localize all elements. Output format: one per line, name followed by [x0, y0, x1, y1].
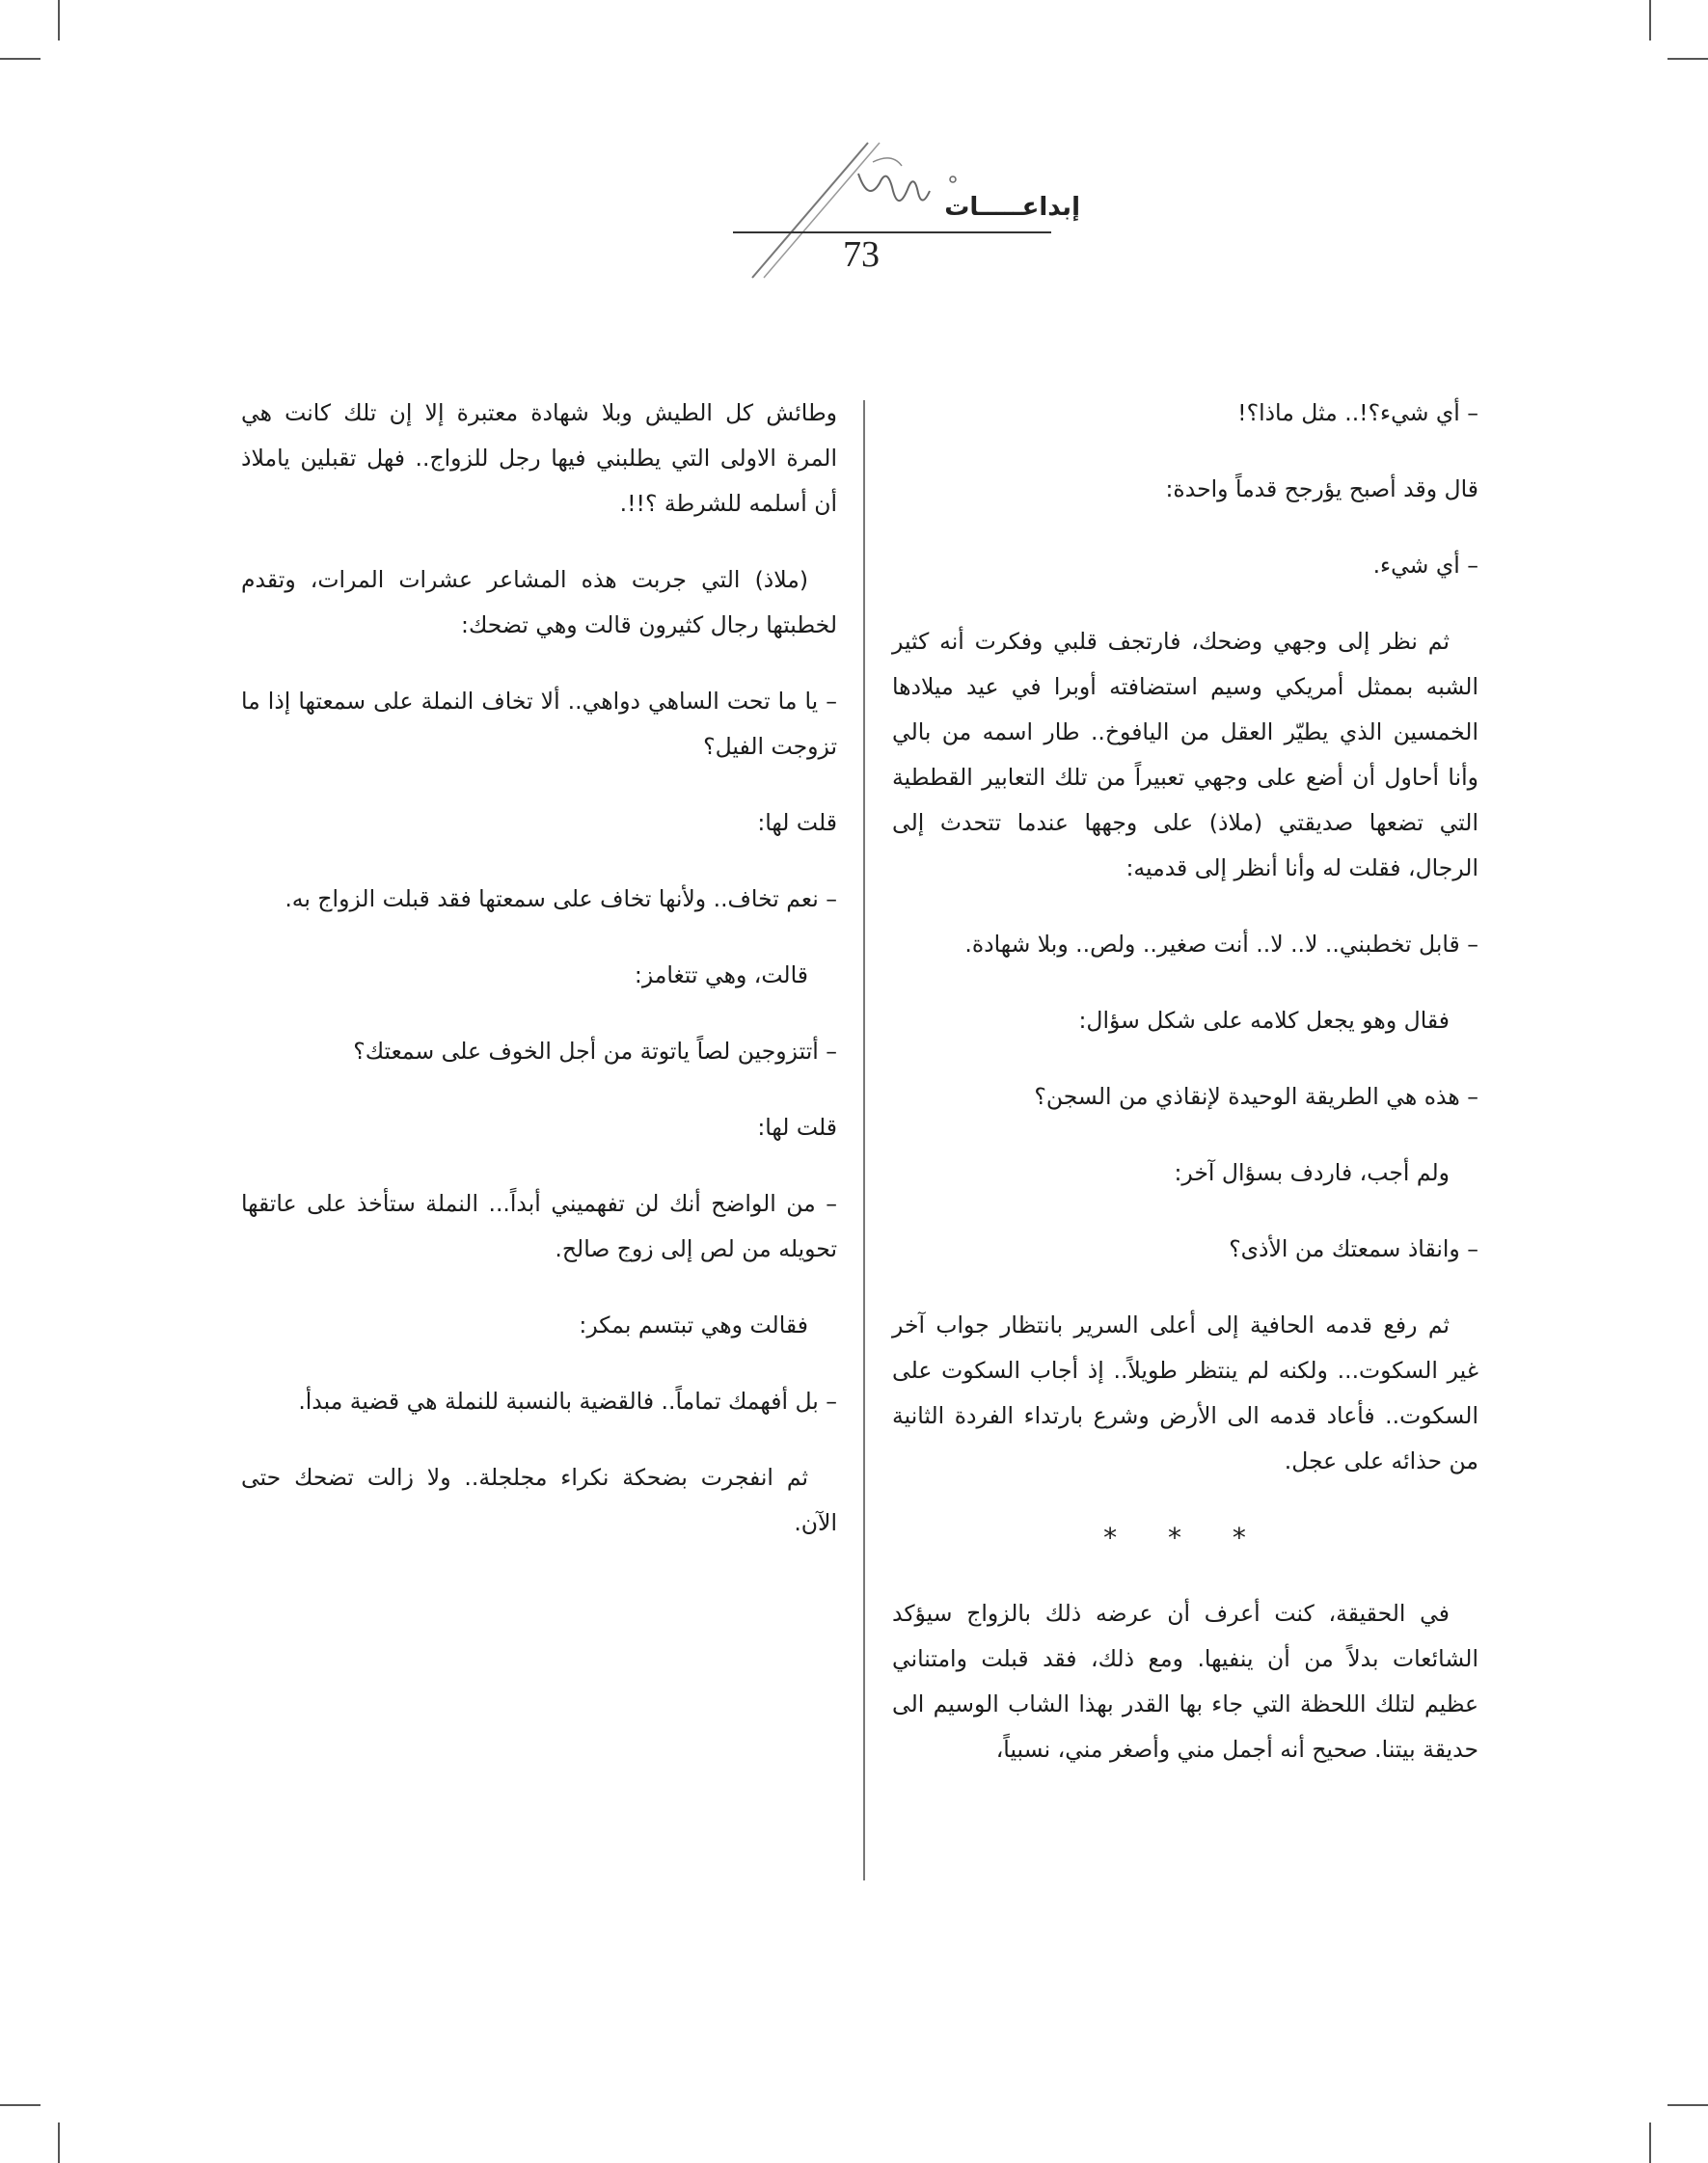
page-number: 73: [843, 234, 880, 275]
paragraph: – هذه هي الطريقة الوحيدة لإنقاذي من السجن؟: [1034, 1083, 1478, 1110]
paragraph: ثم انفجرت بضحكة نكراء مجلجلة.. ولا زالت تضحك حتى الآن.: [241, 1464, 837, 1536]
crop-mark: [58, 0, 60, 41]
page-header: [714, 135, 1080, 289]
paragraph: قال وقد أصبح يؤرجح قدماً واحدة:: [1165, 475, 1478, 502]
paragraph: – وانقاذ سمعتك من الأذى؟: [1229, 1235, 1478, 1262]
paragraph: ولم أجب، فاردف بسؤال آخر:: [1174, 1159, 1450, 1186]
paragraph: – نعم تخاف.. ولأنها تخاف على سمعتها فقد قبلت الزواج به.: [285, 885, 837, 912]
crop-mark: [0, 58, 41, 60]
paragraph: وطائش كل الطيش وبلا شهادة معتبرة إلا إن تلك كانت هي المرة الاولى التي يطلبني فيها رجل للزواج.. فهل تقبلين ياملاذ أن أسلمه للشرطة ؟!!.: [241, 399, 837, 517]
paragraph: – بل أفهمك تماماً.. فالقضية بالنسبة للنملة هي قضية مبدأ.: [298, 1388, 837, 1415]
paragraph: – أتتزوجين لصاً ياتوتة من أجل الخوف على سمعتك؟: [353, 1038, 837, 1065]
paragraph: قلت لها:: [757, 1114, 837, 1141]
paragraph: – أي شيء.: [1372, 552, 1478, 579]
crop-mark: [58, 2122, 60, 2163]
paragraph: في الحقيقة، كنت أعرف أن عرضه ذلك بالزواج سيؤكد الشائعات بدلاً من أن ينفيها. ومع ذلك، فقد قبلت وامتناني عظيم لتلك اللحظة التي جاء بها القدر بهذا الشاب الوسيم الى حديقة بيتنا. صحيح أنه أجمل مني وأصغر مني، نسبياً،: [892, 1600, 1478, 1763]
paragraph: (ملاذ) التي جربت هذه المشاعر عشرات المرات، وتقدم لخطبتها رجال كثيرون قالت وهي تضحك:: [241, 566, 837, 638]
crop-mark: [0, 2104, 41, 2106]
paragraph: – قابل تخطبني.. لا.. لا.. أنت صغير.. ولص.. وبلا شهادة.: [964, 931, 1478, 958]
section-label: إبداعـــــات: [944, 193, 1080, 222]
paragraph: – يا ما تحت الساهي دواهي.. ألا تخاف النملة على سمعتها إذا ما تزوجت الفيل؟: [241, 688, 837, 760]
paragraph: – من الواضح أنك لن تفهميني أبداً... النملة ستأخذ على عاتقها تحويله من لص إلى زوج صالح.: [241, 1190, 837, 1262]
paragraph: ثم رفع قدمه الحافية إلى أعلى السرير بانتظار جواب آخر غير السكوت... ولكنه لم ينتظر طويلاً.. إذ أجاب السكوت على السكوت.. فأعاد قدمه الى الأرض وشرع بارتداء الفردة الثانية من حذائه على عجل.: [892, 1311, 1478, 1474]
column-divider: [863, 400, 865, 1880]
paragraph: فقالت وهي تبتسم بمكر:: [579, 1311, 808, 1338]
left-column: [241, 391, 837, 1546]
paragraph: ثم نظر إلى وجهي وضحك، فارتجف قلبي وفكرت أنه كثير الشبه بممثل أمريكي وسيم استضافته أوبرا في عيد ميلادها الخمسين الذي يطيّر العقل من اليافوخ.. طار اسمه من بالي وأنا أحاول أن أضع على وجهي تعبيراً من تلك التعابير القططية التي تضعها صديقتي (ملاذ) على وجهها عندما تتحدث إلى الرجال، فقلت له وأنا أنظر إلى قدميه:: [892, 628, 1478, 881]
paragraph: قالت، وهي تتغامز:: [634, 961, 808, 988]
paragraph: قلت لها:: [757, 809, 837, 836]
right-column: [892, 391, 1478, 1772]
crop-mark: [1649, 2122, 1651, 2163]
section-separator: * * *: [1103, 1522, 1267, 1554]
paragraph: فقال وهو يجعل كلامه على شكل سؤال:: [1078, 1007, 1450, 1034]
crop-mark: [1667, 2104, 1708, 2106]
paragraph: – أي شيء؟!.. مثل ماذا؟!: [1237, 399, 1478, 426]
crop-mark: [1649, 0, 1651, 41]
crop-mark: [1667, 58, 1708, 60]
